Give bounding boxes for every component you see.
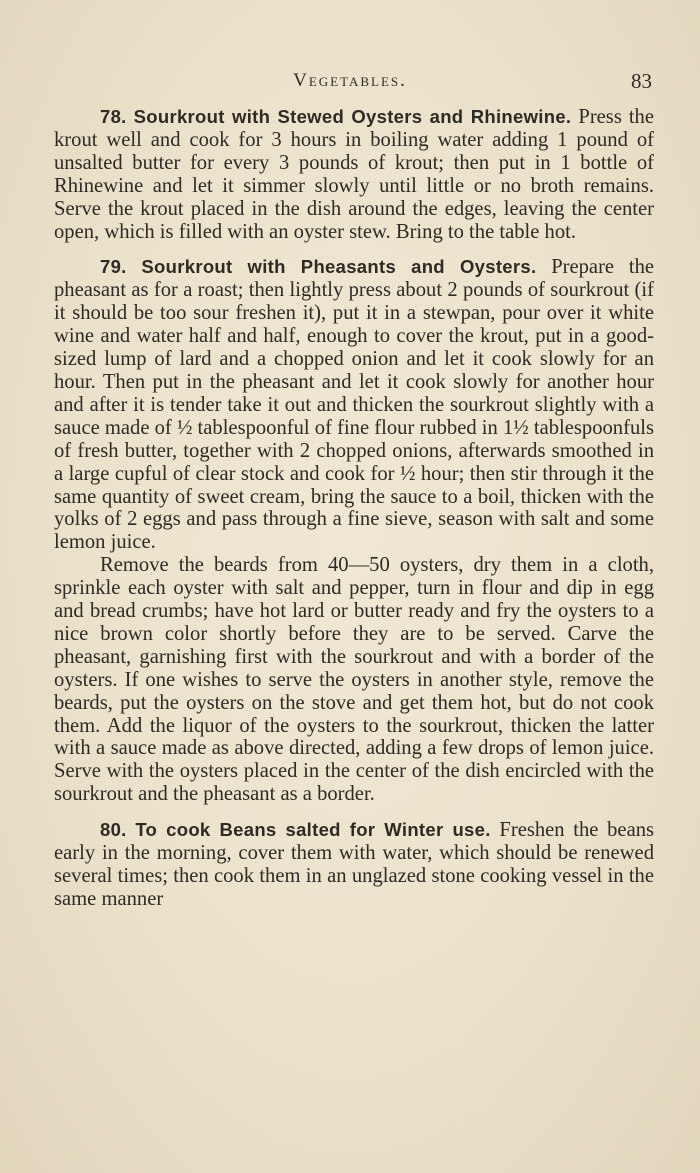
- recipe-number: 80.: [100, 819, 127, 841]
- recipe-number: 79.: [100, 256, 127, 278]
- recipe-title: Sourkrout with Pheasants and Oysters.: [141, 256, 537, 278]
- recipe-number: 78.: [100, 106, 127, 127]
- page-body: [54, 106, 654, 924]
- recipe-80: [54, 819, 654, 911]
- recipe-paragraph: [54, 819, 654, 911]
- running-head-title: Vegetables.: [293, 70, 407, 91]
- recipe-text: Remove the beards from 40—50 oysters, dry them in a cloth, sprinkle each oyster with salt and pepper, turn in flour and dip in egg and bread crumbs; have hot lard or butter ready and fry the oysters to a nice brown color shortly before they are to be served. Carve the pheasant, garnishing first with the sourkrout and with a border of the oysters. If one wishes to serve the oysters in another style, remove the beards, put the oysters on the stove and get them hot, but do not cook them. Add the liquor of the oysters to the sourkrout, thicken the latter with a sauce made as above directed, adding a few drops of lemon juice. Serve with the oysters placed in the center of the dish encircled with the sourkrout and the pheasant as a border.: [54, 554, 654, 806]
- recipe-paragraph: [54, 106, 654, 243]
- page-number: 83: [631, 69, 652, 93]
- recipe-text: Freshen the beans early in the morning, cover them with water, which should be renewed several times; then cook them in an unglazed stone cooking vessel in the same manner: [54, 819, 655, 910]
- recipe-paragraph: [54, 256, 654, 554]
- running-head: [0, 66, 700, 98]
- recipe-78: [54, 106, 654, 243]
- recipe-paragraph: [54, 554, 654, 806]
- recipe-text: Press the krout well and cook for 3 hours in boiling water adding 1 pound of unsalted butter for every 3 pounds of krout; then put in 1 bottle of Rhinewine and let it simmer slowly until little or no broth remains. Serve the krout placed in the dish around the edges, leaving the center open, which is filled with an oyster stew. Bring to the table hot.: [54, 106, 654, 243]
- recipe-title: To cook Beans salted for Winter use.: [135, 819, 491, 841]
- recipe-title: Sourkrout with Stewed Oysters and Rhinewine.: [133, 106, 572, 127]
- recipe-text: Prepare the pheasant as for a roast; then lightly press about 2 pounds of sourkrout (if it should be too sour freshen it), put it in a stewpan, pour over it white wine and water half and half, enough to cover the krout, put in a good-sized lump of lard and a chopped onion and let it cook slowly for an hour. Then put in the pheasant and let it cook slowly for another hour and after it is tender take it out and thicken the sourkrout slightly with a sauce made of ½ tablespoonful of fine flour rubbed in 1½ tablespoonfuls of fresh butter, together with 2 chopped onions, afterwards smoothed in a large cupful of clear stock and cook for ½ hour; then stir through it the same quantity of sweet cream, bring the sauce to a boil, thicken with the yolks of 2 eggs and pass through a fine sieve, season with salt and some lemon juice.: [54, 256, 655, 554]
- recipe-79: [54, 256, 654, 806]
